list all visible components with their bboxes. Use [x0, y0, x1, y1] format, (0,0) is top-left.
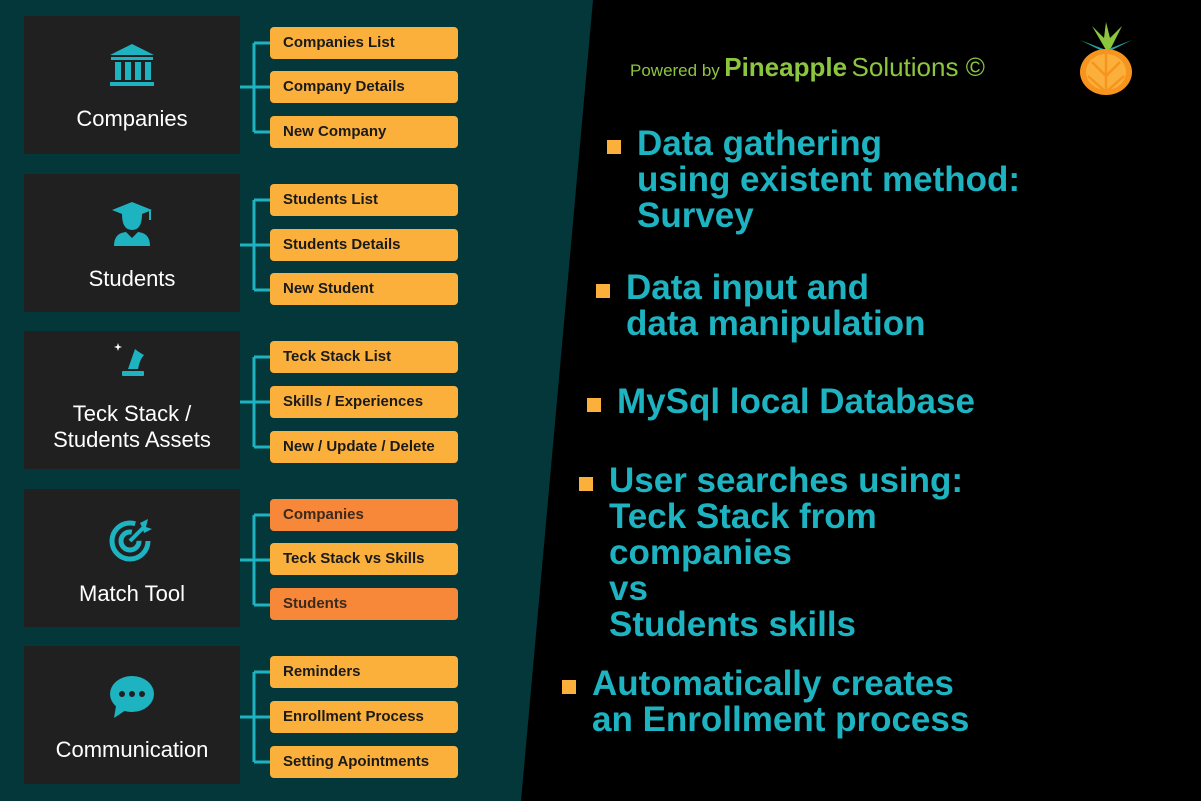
bullet-square: [562, 680, 576, 694]
module-label-communication: Communication: [55, 737, 209, 762]
bullet-text: Data input and: [626, 268, 870, 307]
powered-by-brand: Pineapple: [724, 52, 848, 82]
bullet-text: Automatically creates: [592, 664, 954, 703]
powered-by-suffix: Solutions ©: [851, 52, 985, 82]
menu-item-companies-list[interactable]: Companies List: [270, 27, 458, 59]
menu-item-company-details[interactable]: Company Details: [270, 71, 458, 103]
connector-teck-stack: [240, 331, 270, 469]
menu-item-new-company[interactable]: New Company: [270, 116, 458, 148]
bullet-square: [587, 398, 601, 412]
menu-item-match-companies[interactable]: Companies: [270, 499, 458, 531]
bank-icon: [106, 42, 158, 90]
bullet-text: companies: [609, 533, 792, 572]
bullet-text: data manipulation: [626, 304, 926, 343]
bullet-square: [579, 477, 593, 491]
chat-bubble-icon: [106, 672, 158, 720]
module-teck-stack[interactable]: [24, 331, 240, 469]
bullet-text: Students skills: [609, 605, 857, 644]
menu-item-students-details[interactable]: Students Details: [270, 229, 458, 261]
bullet-text: an Enrollment process: [592, 700, 970, 739]
bullet-text: Data gathering: [637, 124, 883, 163]
connector-companies: [240, 16, 270, 154]
menu-item-setting-apointments[interactable]: Setting Apointments: [270, 746, 458, 778]
module-students[interactable]: [24, 174, 240, 312]
bullet-square: [607, 140, 621, 154]
menu-item-match-students[interactable]: Students: [270, 588, 458, 620]
powered-by-prefix: Powered by: [630, 61, 720, 80]
connector-communication: [240, 646, 270, 784]
module-label-match-tool: Match Tool: [79, 581, 185, 606]
menu-item-enrollment-process[interactable]: Enrollment Process: [270, 701, 458, 733]
menu-item-new-update-delete[interactable]: New / Update / Delete: [270, 431, 458, 463]
module-label-teck-stack-line2: Students Assets: [53, 427, 211, 452]
powered-by: [630, 52, 985, 83]
bullet-text: Teck Stack from: [609, 497, 877, 536]
bullet-text: MySql local Database: [617, 382, 975, 421]
module-label-companies: Companies: [76, 106, 188, 131]
bullet-data-gathering: [607, 126, 1020, 234]
bullet-enrollment: [562, 666, 969, 738]
connector-students: [240, 174, 270, 312]
menu-item-students-list[interactable]: Students List: [270, 184, 458, 216]
module-companies[interactable]: [24, 16, 240, 154]
target-icon: [106, 515, 158, 563]
menu-item-skills-experiences[interactable]: Skills / Experiences: [270, 386, 458, 418]
menu-item-teck-stack-vs-skills[interactable]: Teck Stack vs Skills: [270, 543, 458, 575]
bullet-user-searches: [579, 463, 963, 643]
menu-item-reminders[interactable]: Reminders: [270, 656, 458, 688]
bullet-data-input: [596, 270, 925, 342]
bullet-square: [596, 284, 610, 298]
wizard-hat-icon: [106, 335, 158, 383]
bullet-text: User searches using:: [609, 461, 964, 500]
module-label-students: Students: [88, 266, 176, 291]
bullet-text: Survey: [637, 196, 754, 235]
graduate-icon: [106, 200, 158, 248]
bullet-mysql: [587, 384, 975, 420]
module-match-tool[interactable]: [24, 489, 240, 627]
bullet-text: using existent method:: [637, 160, 1021, 199]
bullet-text: vs: [609, 569, 648, 608]
module-label-teck-stack-line1: Teck Stack /: [72, 401, 192, 426]
menu-item-new-student[interactable]: New Student: [270, 273, 458, 305]
pineapple-logo-icon: [1070, 20, 1142, 96]
module-communication[interactable]: [24, 646, 240, 784]
menu-item-teck-stack-list[interactable]: Teck Stack List: [270, 341, 458, 373]
connector-match-tool: [240, 489, 270, 627]
